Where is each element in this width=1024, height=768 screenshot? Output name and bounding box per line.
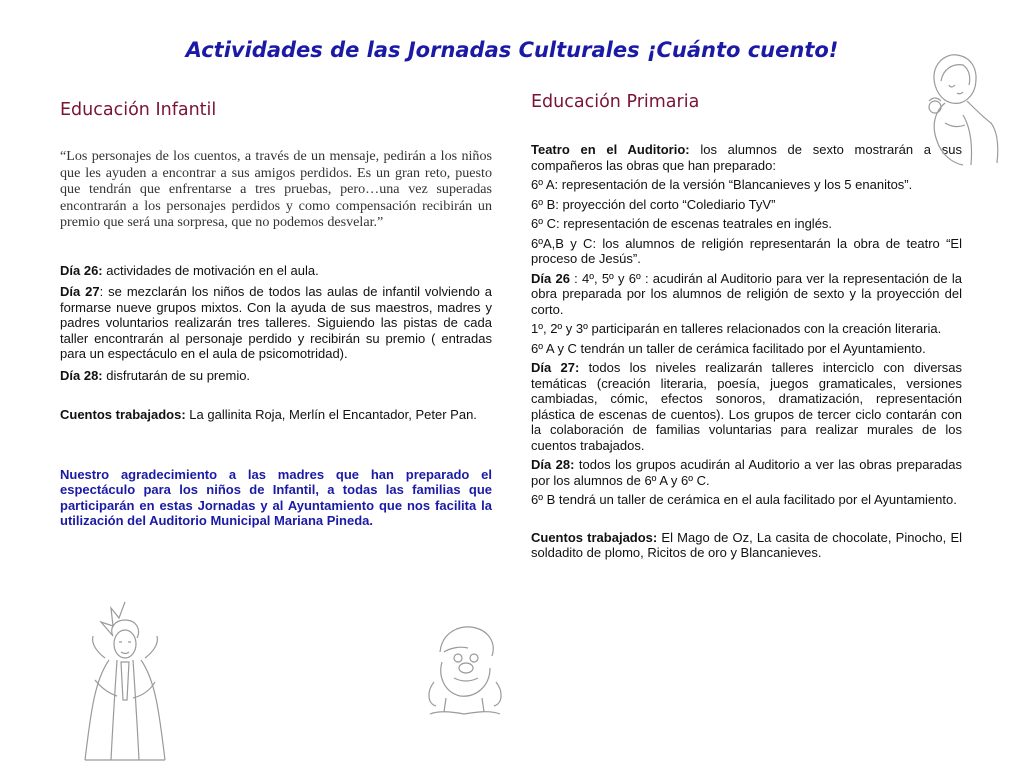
primaria-dia27 <box>531 360 962 453</box>
primaria-teatro-label: Teatro en el Auditorio: <box>531 142 690 157</box>
primaria-6a: 6º A: representación de la versión “Blancanieves y los 5 enanitos”. <box>531 177 913 192</box>
primaria-6b-ceramica: 6º B tendrá un taller de cerámica en el aula facilitado por el Ayuntamiento. <box>531 492 957 507</box>
primaria-123: 1º, 2º y 3º participarán en talleres relacionados con la creación literaria. <box>531 321 942 336</box>
primaria-cuentos <box>531 530 962 561</box>
infantil-column <box>60 100 492 535</box>
primaria-teatro-text: los alumnos de sexto mostrarán a sus compañeros las obras que han preparado: <box>531 142 962 173</box>
primaria-column <box>531 92 962 565</box>
primaria-6b: 6º B: proyección del corto “Colediario TyV” <box>531 196 776 212</box>
infantil-cuentos-text: La gallinita Roja, Merlín el Encantador, Peter Pan. <box>185 407 477 422</box>
infantil-dia28-label: Día 28: <box>60 367 103 383</box>
primaria-6abc: 6ºA,B y C: los alumnos de religión representarán la obra de teatro “El proceso de Jesús”. <box>531 235 962 266</box>
primaria-heading: Educación Primaria <box>531 92 700 112</box>
infantil-dia27-text: : se mezclarán los niños de todos las aulas de infantil volviendo a formarse nueve grupos mixtos. Con la ayuda de sus maestros, madres y padres voluntarios realizarán tres talleres. Siguiendo las pistas de cada taller encontrarán al personaje perdido y recibirán su premio ( entradas para un espectáculo en el aula de psicomotridad). <box>60 284 492 361</box>
infantil-cuentos <box>60 407 492 423</box>
dwarf-illustration <box>420 622 508 720</box>
primaria-dia28-text: todos los grupos acudirán al Auditorio a ver las obras preparadas por los alumnos de 6º A y 6º C. <box>531 457 963 488</box>
evil-queen-illustration <box>55 600 190 768</box>
primaria-dia28 <box>531 457 962 488</box>
page-title: Actividades de las Jornadas Culturales ¡Cuánto cuento! <box>185 38 839 62</box>
thanks-paragraph: Nuestro agradecimiento a las madres que han preparado el espectáculo para los niños de Infantil, a todas las familias que participarán en estas Jornadas y al Ayuntamiento que nos facilita la utilización del Auditorio Municipal Mariana Pineda. <box>60 466 492 528</box>
infantil-dia26-label: Día 26: <box>60 262 103 278</box>
primaria-dia27-label: Día 27: <box>531 360 580 375</box>
infantil-heading: Educación Infantil <box>60 100 217 120</box>
snow-white-illustration <box>905 45 1000 175</box>
primaria-6ac: 6º A y C tendrán un taller de cerámica facilitado por el Ayuntamiento. <box>531 340 926 356</box>
primaria-teatro <box>531 142 962 173</box>
infantil-dia27-label: Día 27 <box>60 284 100 299</box>
infantil-cuentos-label: Cuentos trabajados: <box>60 407 186 422</box>
infantil-dia26 <box>60 263 492 279</box>
primaria-cuentos-label: Cuentos trabajados: <box>531 529 658 545</box>
infantil-dia28 <box>60 368 492 384</box>
primaria-dia26-label: Día 26 <box>531 270 570 286</box>
primaria-6c: 6º C: representación de escenas teatrales en inglés. <box>531 216 833 231</box>
primaria-dia26 <box>531 271 962 318</box>
infantil-quote: “Los personajes de los cuentos, a través de un mensaje, pedirán a los niños que les ayuden a encontrar a sus amigos perdidos. Es un gran reto, puesto que tendrán que enfrentarse a tres pruebas, pero…una vez superadas encontrarán a los personajes perdidos y como compensación recibirán un premio que será una sorpresa, que no podemos desvelar.” <box>60 148 492 230</box>
primaria-dia28-label: Día 28: <box>531 457 575 472</box>
infantil-dia28-text: disfrutarán de su premio. <box>102 367 251 383</box>
primaria-dia26-text: : 4º, 5º y 6º : acudirán al Auditorio para ver la representación de la obra preparada por los alumnos de religión de sexto y la proyección del corto. <box>531 270 962 317</box>
primaria-dia27-text: todos los niveles realizarán talleres interciclo con diversas temáticas (creación literaria, poesía, juegos gramaticales, versiones cambiadas, cómic, efectos sonoros, dramatización, representación plástica de escenas de cuentos). Los grupos de tercer ciclo contarán con la colaboración de familias voluntarias para realizar murales de los cuentos trabajados. <box>531 360 962 453</box>
infantil-dia27 <box>60 284 492 362</box>
primaria-cuentos-text: El Mago de Oz, La casita de chocolate, Pinocho, El soldadito de plomo, Ricitos de oro y Blancanieves. <box>531 529 963 560</box>
infantil-dia26-text: actividades de motivación en el aula. <box>102 262 319 278</box>
